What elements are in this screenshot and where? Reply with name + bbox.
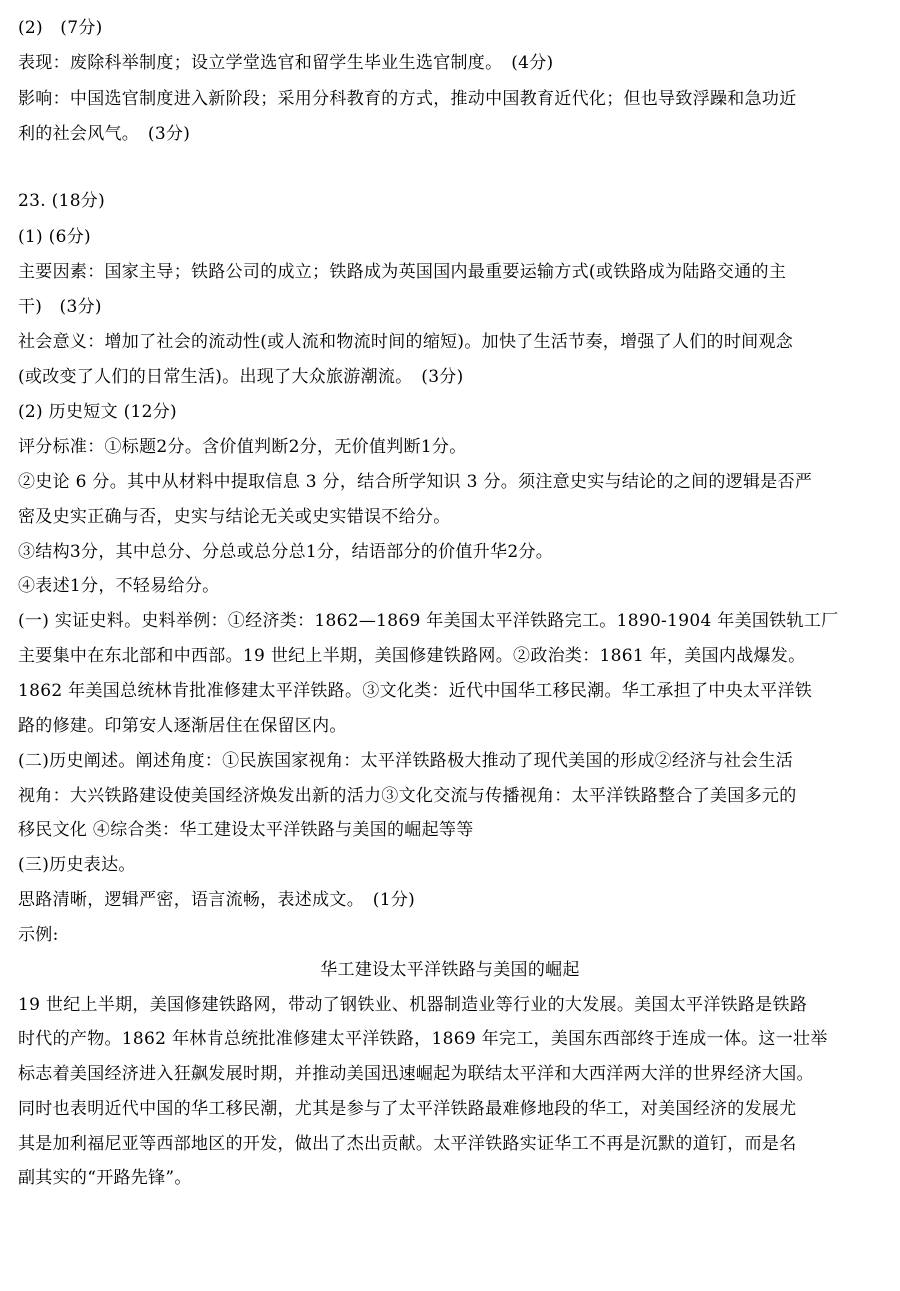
evidence-line4: 路的修建。印第安人逐渐居住在保留区内。 [18,716,347,736]
expression-criteria: 思路清晰，逻辑严密，语言流畅，表述成文。 (1分) [18,890,416,910]
essay-line4: 同时也表明近代中国的华工移民潮，尤其是参与了太平洋铁路最难修地段的华工，对美国经济的发展尤 [18,1099,797,1119]
q23-significance-line1: 社会意义：增加了社会的流动性(或人流和物流时间的缩短)。加快了生活节奏，增强了人们的时间观念 [18,332,794,352]
q22-impact-line2: 利的社会风气。 (3分) [18,124,191,144]
essay-line3: 标志着美国经济进入狂飙发展时期，并推动美国迅速崛起为联结太平洋和大西洋两大洋的世界经济大国。 [18,1064,814,1084]
elaboration-line3: 移民文化 ④综合类：华工建设太平洋铁路与美国的崛起等等 [18,820,474,840]
evidence-line2: 主要集中在东北部和中西部。19 世纪上半期，美国修建铁路网。②政治类：1861 年，美国内战爆发。 [18,646,806,666]
elaboration-line2: 视角：大兴铁路建设使美国经济焕发出新的活力③文化交流与传播视角：太平洋铁路整合了美国多元的 [18,786,797,806]
scoring-criteria-2-line1: ②史论 6 分。其中从材料中提取信息 3 分，结合所学知识 3 分。须注意史实与结论的之间的逻辑是否严 [18,472,813,492]
evidence-line3: 1862 年美国总统林肯批准修建太平洋铁路。③文化类：近代中国华工移民潮。华工承担了中央太平洋铁 [18,681,813,701]
q22-part2-heading: (2) (7分) [18,18,103,38]
evidence-line1: (一) 实证史料。史料举例：①经济类：1862—1869 年美国太平洋铁路完工。1890-1904 年美国铁轨工厂 [18,611,839,631]
scoring-criteria-4: ④表述1分，不轻易给分。 [18,576,220,596]
q23-factors-line1: 主要因素：国家主导；铁路公司的成立；铁路成为英国国内最重要运输方式(或铁路成为陆路交通的主 [18,262,787,282]
q23-factors-line2: 干) (3分) [18,297,102,317]
scoring-criteria-3: ③结构3分，其中总分、分总或总分总1分，结语部分的价值升华2分。 [18,542,554,562]
q23-significance-line2: (或改变了人们的日常生活)。出现了大众旅游潮流。 (3分) [18,367,464,387]
example-label: 示例: [18,925,59,945]
q23-part2-heading: (2) 历史短文 (12分) [18,402,177,422]
q22-performance: 表现：废除科举制度；设立学堂选官和留学生毕业生选官制度。 (4分) [18,53,554,73]
q23-part1-heading: (1) (6分) [18,227,91,247]
q22-impact-line1: 影响：中国选官制度进入新阶段；采用分科教育的方式，推动中国教育近代化；但也导致浮躁和急功近 [18,89,797,109]
scoring-criteria-1: 评分标准：①标题2分。含价值判断2分，无价值判断1分。 [18,437,467,457]
essay-line6: 副其实的“开路先锋”。 [18,1168,192,1188]
scoring-criteria-2-line2: 密及史实正确与否，史实与结论无关或史实错误不给分。 [18,507,451,527]
elaboration-line1: (二)历史阐述。阐述角度：①民族国家视角：太平洋铁路极大推动了现代美国的形成②经济与社会生活 [18,751,794,771]
essay-line5: 其是加利福尼亚等西部地区的开发，做出了杰出贡献。太平洋铁路实证华工不再是沉默的道钉，而是名 [18,1134,797,1154]
expression-heading: (三)历史表达。 [18,855,136,875]
q23-heading: 23. (18分) [18,191,106,211]
essay-line1: 19 世纪上半期，美国修建铁路网，带动了钢铁业、机器制造业等行业的大发展。美国太平洋铁路是铁路 [18,995,808,1015]
example-essay-title: 华工建设太平洋铁路与美国的崛起 [320,960,580,980]
essay-line2: 时代的产物。1862 年林肯总统批准修建太平洋铁路，1869 年完工，美国东西部终于连成一体。这一壮举 [18,1029,828,1049]
